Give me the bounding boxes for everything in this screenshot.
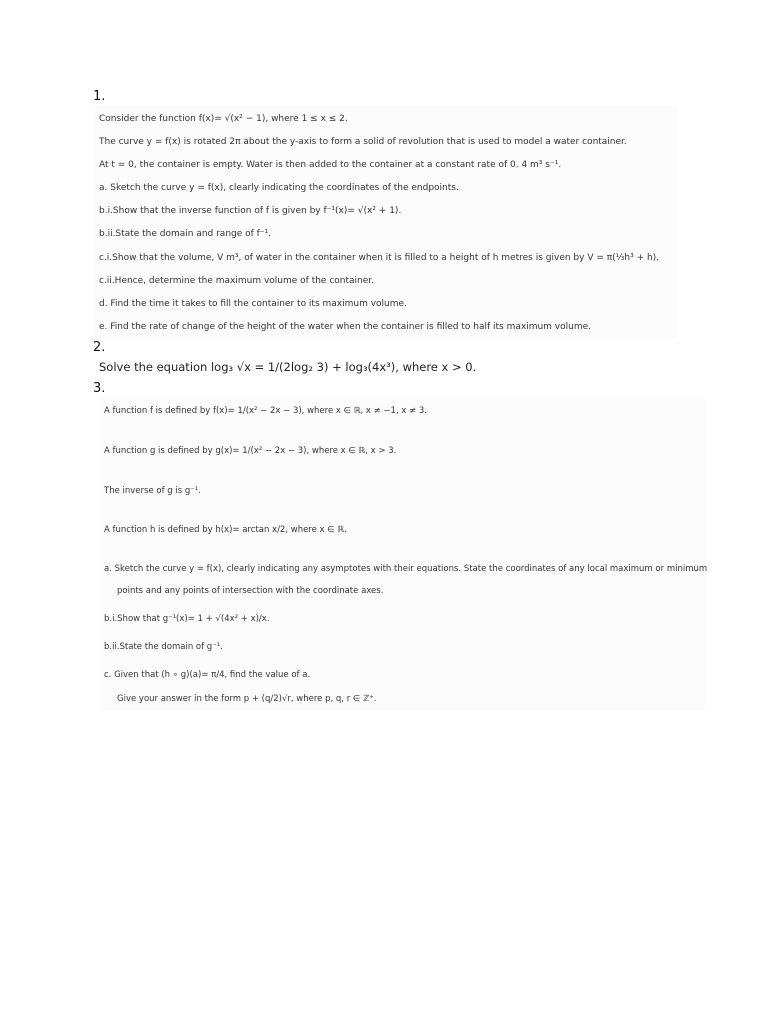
question-text: A function g is defined by g(x)= 1/(x² − 2x − 3), where x ∈ ℝ, x > 3.	[104, 446, 397, 456]
question-text: At t = 0, the container is empty. Water is then added to the container at a constant rate of 0. 4 m³ s⁻¹.	[99, 160, 562, 170]
question-part: b.i.Show that the inverse function of f is given by f⁻¹(x)= √(x² + 1).	[99, 206, 402, 216]
question-number: 2.	[93, 340, 106, 355]
question-3-panel	[100, 398, 706, 710]
question-part: b.i.Show that g⁻¹(x)= 1 + √(4x² + x)/x.	[104, 614, 270, 624]
question-part: c.ii.Hence, determine the maximum volume of the container.	[99, 276, 375, 286]
question-part-continued: Give your answer in the form p + (q/2)√r, where p, q, r ∈ ℤ⁺.	[117, 694, 377, 704]
question-text: The inverse of g is g⁻¹.	[104, 486, 201, 496]
question-text: Solve the equation log₃ √x = 1/(2log₂ 3) + log₃(4x³), where x > 0.	[99, 360, 477, 374]
question-part: e. Find the rate of change of the height of the water when the container is filled to half its maximum volume.	[99, 322, 592, 332]
question-text: A function f is defined by f(x)= 1/(x² − 2x − 3), where x ∈ ℝ, x ≠ −1, x ≠ 3.	[104, 406, 428, 416]
question-part-continued: points and any points of intersection with the coordinate axes.	[117, 586, 384, 596]
question-text: The curve y = f(x) is rotated 2π about the y-axis to form a solid of revolution that is used to model a water container.	[99, 137, 627, 147]
question-part: b.ii.State the domain and range of f⁻¹.	[99, 229, 272, 239]
question-text: A function h is defined by h(x)= arctan x/2, where x ∈ ℝ.	[104, 525, 347, 535]
question-number: 1.	[93, 89, 106, 104]
question-part: c.i.Show that the volume, V m³, of water in the container when it is filled to a height of h metres is given by V = π(⅓h³ + h).	[99, 253, 660, 263]
question-part: d. Find the time it takes to fill the container to its maximum volume.	[99, 299, 407, 309]
question-part: a. Sketch the curve y = f(x), clearly indicating any asymptotes with their equations. State the coordinates of any local maximum or minimum	[104, 564, 708, 574]
question-part: b.ii.State the domain of g⁻¹.	[104, 642, 223, 652]
question-text: Consider the function f(x)= √(x² − 1), where 1 ≤ x ≤ 2.	[99, 114, 348, 124]
question-part: c. Given that (h ∘ g)(a)= π/4, find the value of a.	[104, 670, 311, 680]
question-number: 3.	[93, 381, 106, 396]
question-part: a. Sketch the curve y = f(x), clearly indicating the coordinates of the endpoints.	[99, 183, 459, 193]
